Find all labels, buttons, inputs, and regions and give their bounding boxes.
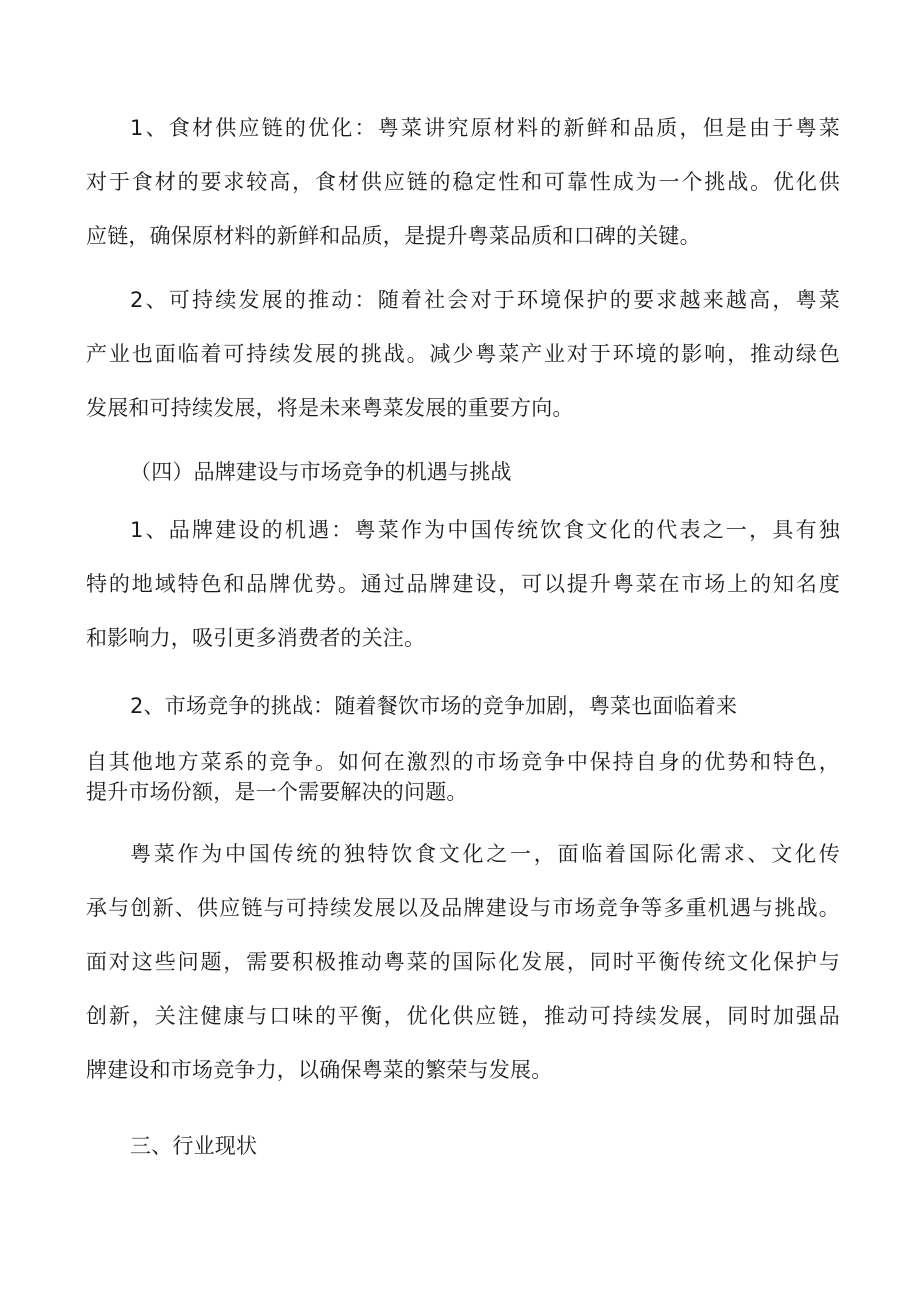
paragraph-3-line-1: 1、品牌建设的机遇：粤菜作为中国传统饮食文化的代表之一，具有独 (130, 518, 840, 542)
paragraph-2-line-3: 发展和可持续发展，将是未来粤菜发展的重要方向。 (86, 396, 574, 420)
section-heading-4: （四）品牌建设与市场竞争的机遇与挑战 (130, 460, 512, 484)
paragraph-1-line-2: 对于食材的要求较高，食材供应链的稳定性和可靠性成为一个挑战。优化供 (86, 170, 840, 194)
paragraph-2-line-1: 2、可持续发展的推动：随着社会对于环境保护的要求越来越高，粤菜 (130, 288, 840, 312)
paragraph-1-line-3: 应链，确保原材料的新鲜和品质，是提升粤菜品质和口碑的关键。 (86, 224, 701, 248)
paragraph-5-line-5: 牌建设和市场竞争力，以确保粤菜的繁荣与发展。 (86, 1058, 553, 1082)
paragraph-4-line-3: 提升市场份额，是一个需要解决的问题。 (86, 780, 468, 804)
paragraph-4-line-1: 2、市场竞争的挑战：随着餐饮市场的竞争加剧，粤菜也面临着来 (130, 694, 738, 718)
paragraph-1-line-1: 1、食材供应链的优化：粤菜讲究原材料的新鲜和品质，但是由于粤菜 (130, 116, 840, 140)
paragraph-4-line-2: 自其他地方菜系的竞争。如何在激烈的市场竞争中保持自身的优势和特色， (86, 750, 840, 774)
paragraph-3-line-2: 特的地域特色和品牌优势。通过品牌建设，可以提升粤菜在市场上的知名度 (86, 572, 840, 596)
section-heading-3: 三、行业现状 (130, 1134, 258, 1158)
paragraph-5-line-1: 粤菜作为中国传统的独特饮食文化之一，面临着国际化需求、文化传 (130, 842, 840, 866)
paragraph-5-line-3: 面对这些问题，需要积极推动粤菜的国际化发展，同时平衡传统文化保护与 (86, 950, 840, 974)
paragraph-2-line-2: 产业也面临着可持续发展的挑战。减少粤菜产业对于环境的影响，推动绿色 (86, 342, 840, 366)
paragraph-5-line-2: 承与创新、供应链与可持续发展以及品牌建设与市场竞争等多重机遇与挑战。 (86, 896, 840, 920)
paragraph-3-line-3: 和影响力，吸引更多消费者的关注。 (86, 626, 426, 650)
paragraph-5-line-4: 创新，关注健康与口味的平衡，优化供应链，推动可持续发展，同时加强品 (86, 1004, 840, 1028)
